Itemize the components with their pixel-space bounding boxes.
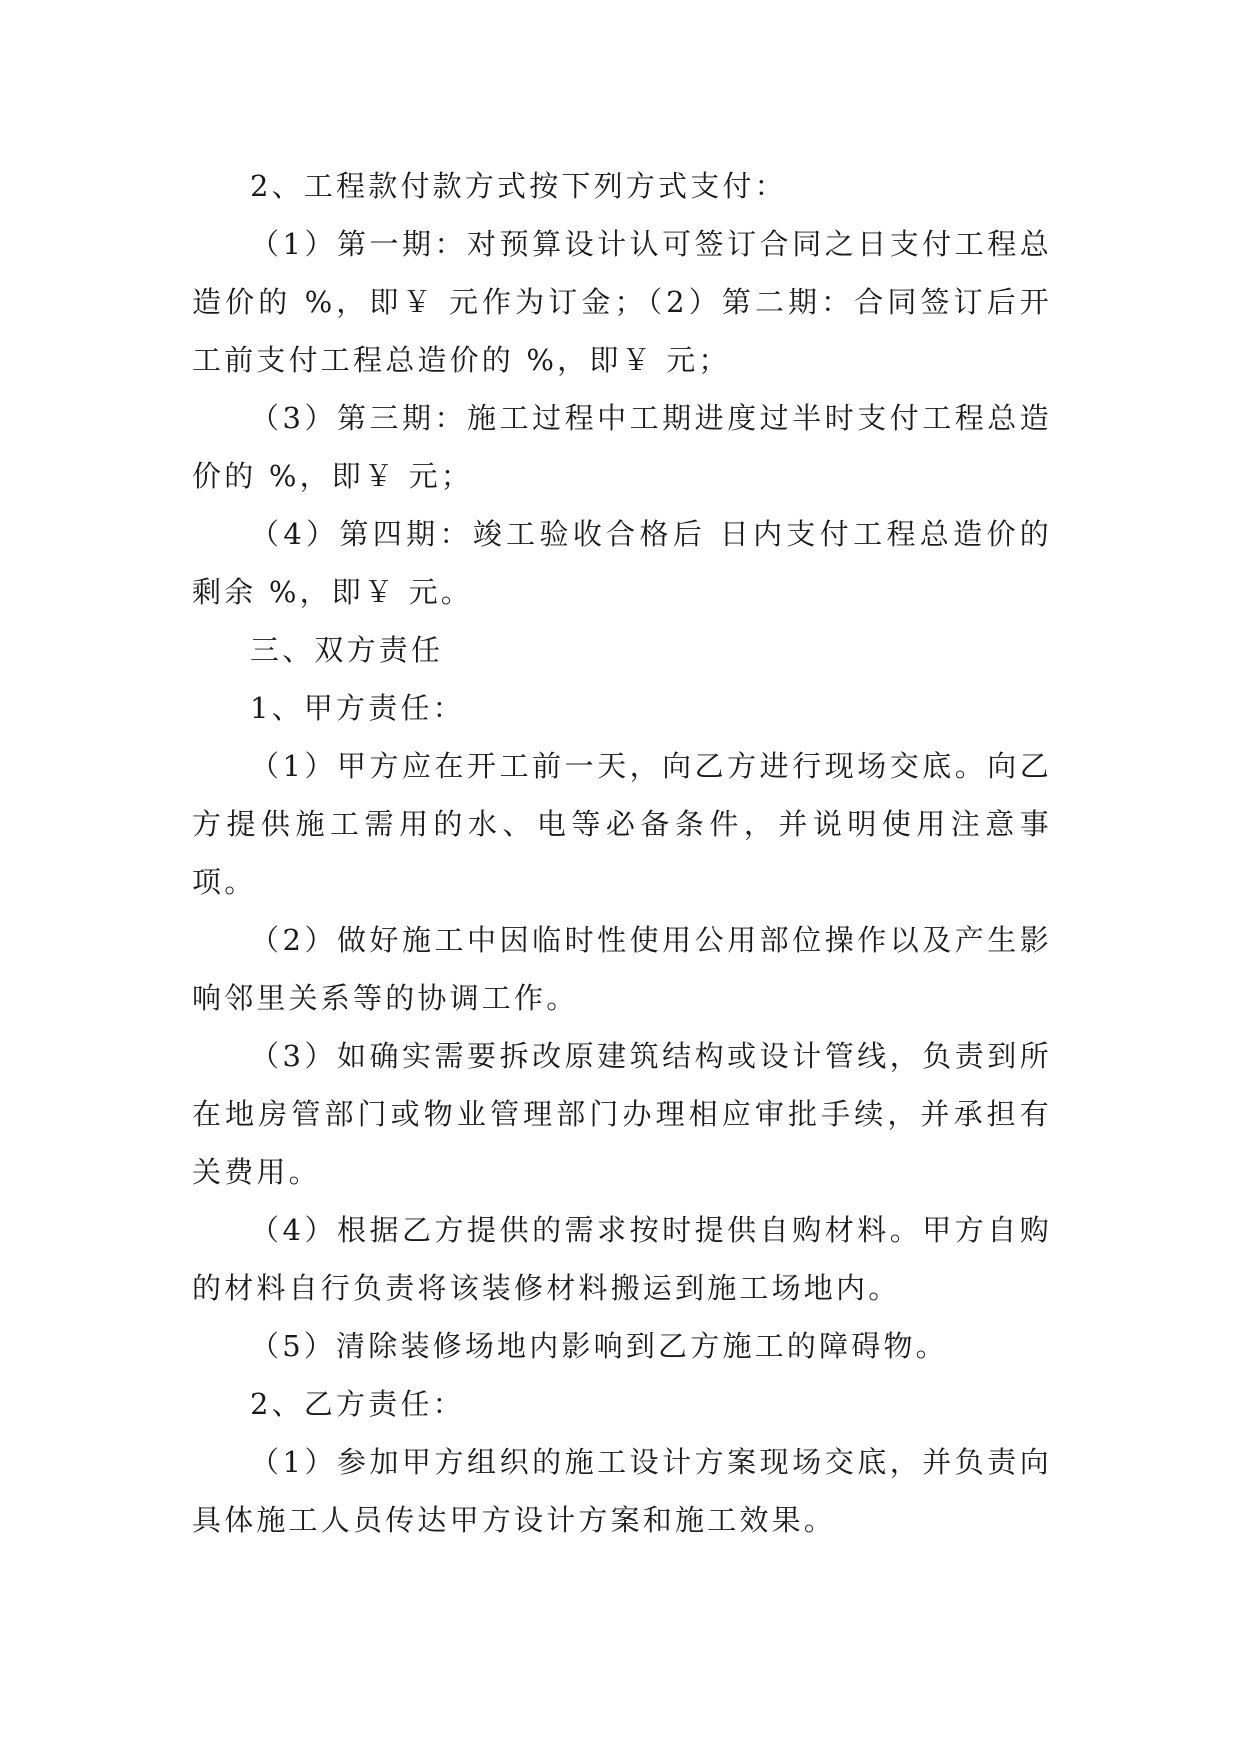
party-a-item-2: （2）做好施工中因临时性使用公用部位操作以及产生影响邻里关系等的协调工作。 xyxy=(192,923,1052,1015)
payment-phase-3: （3）第三期：施工过程中工期进度过半时支付工程总造价的 %，即￥ 元； xyxy=(192,401,1052,493)
party-a-item-5: （5）清除装修场地内影响到乙方施工的障碍物。 xyxy=(250,1329,948,1363)
payment-phase-4: （4）第四期：竣工验收合格后 日内支付工程总造价的剩余 %，即￥ 元。 xyxy=(192,517,1052,609)
party-a-item-1: （1）甲方应在开工前一天，向乙方进行现场交底。向乙方提供施工需用的水、电等必备条件，并说明使用注意事项。 xyxy=(192,749,1052,899)
section-heading-responsibilities: 三、双方责任 xyxy=(250,633,444,667)
document-body xyxy=(192,157,1052,1549)
party-b-responsibility-heading: 2、乙方责任： xyxy=(250,1387,465,1421)
payment-phase-1-2: （1）第一期：对预算设计认可签订合同之日支付工程总造价的 %，即￥ 元作为订金；（2）第二期：合同签订后开工前支付工程总造价的 %，即￥ 元； xyxy=(192,227,1052,377)
party-b-item-1: （1）参加甲方组织的施工设计方案现场交底，并负责向具体施工人员传达甲方设计方案和施工效果。 xyxy=(192,1445,1052,1537)
party-a-item-3: （3）如确实需要拆改原建筑结构或设计管线，负责到所在地房管部门或物业管理部门办理相应审批手续，并承担有关费用。 xyxy=(192,1039,1052,1189)
payment-method-heading: 2、工程款付款方式按下列方式支付： xyxy=(250,169,787,203)
party-a-responsibility-heading: 1、甲方责任： xyxy=(250,691,465,725)
party-a-item-4: （4）根据乙方提供的需求按时提供自购材料。甲方自购的材料自行负责将该装修材料搬运到施工场地内。 xyxy=(192,1213,1052,1305)
